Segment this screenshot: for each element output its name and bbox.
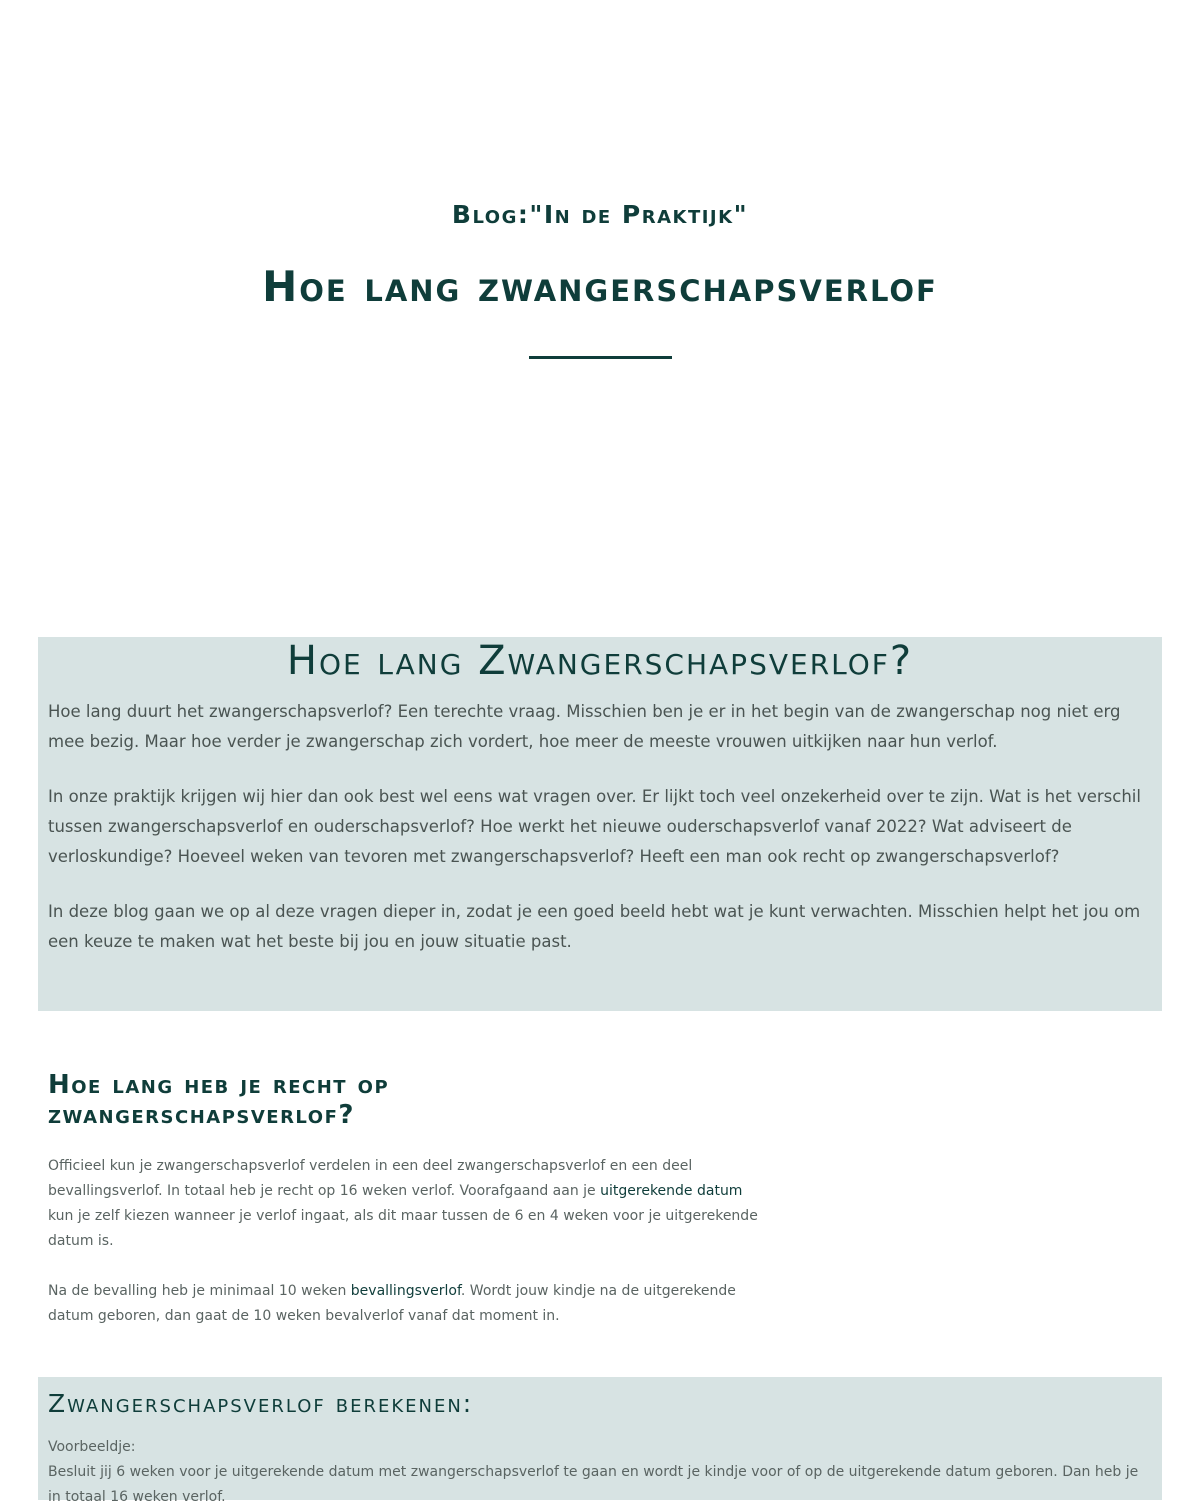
- maternity-leave-link[interactable]: bevallingsverlof: [350, 1283, 461, 1299]
- rights-heading: Hoe lang heb je recht op zwangerschapsverlof?: [48, 1070, 390, 1130]
- title-divider: [529, 356, 672, 359]
- rights-text-1a: Officieel kun je zwangerschapsverlof verdelen in een deel zwangerschapsverlof en een deel bevallingsverlof. In totaal heb je recht op 16 weken verlof. Voorafgaand aan je: [48, 1158, 693, 1199]
- intro-paragraph-1: Hoe lang duurt het zwangerschapsverlof? Een terechte vraag. Misschien ben je er in het begin van de zwangerschap nog niet erg mee bezig. Maar hoe verder je zwangerschap zich vordert, hoe meer de meeste vrouwen uitkijken naar hun verlof.: [48, 702, 1121, 751]
- calculate-heading: Zwangerschapsverlof berekenen:: [48, 1389, 474, 1418]
- rights-paragraph-1: [48, 1154, 768, 1254]
- intro-heading: Hoe lang Zwangerschapsverlof?: [286, 638, 914, 684]
- rights-text-1b: kun je zelf kiezen wanneer je verlof ingaat, als dit maar tussen de 6 en 4 weken voor je uitgerekende datum is.: [48, 1208, 758, 1249]
- example-text: Besluit jij 6 weken voor je uitgerekende datum met zwangerschapsverlof te gaan en wordt je kindje voor of op de uitgerekende datum geboren. Dan heb je in totaal 16 weken verlof.: [48, 1464, 1139, 1505]
- rights-paragraph-2: [48, 1279, 768, 1329]
- rights-text-2a: Na de bevalling heb je minimaal 10 weken: [48, 1283, 351, 1299]
- due-date-link[interactable]: uitgerekende datum: [600, 1183, 743, 1199]
- intro-panel: [38, 637, 1162, 1011]
- rights-text-2b: . Wordt jouw kindje na de uitgerekende datum geboren, dan gaat de 10 weken bevalverlof vanaf dat moment in.: [48, 1283, 736, 1324]
- blog-kicker: Blog:"In de Praktijk": [451, 200, 749, 229]
- intro-paragraph-2: In onze praktijk krijgen wij hier dan ook best wel eens wat vragen over. Er lijkt toch veel onzekerheid over te zijn. Wat is het verschil tussen zwangerschapsverlof en ouderschapsverlof? Hoe werkt het nieuwe ouderschapsverlof vanaf 2022? Wat adviseert de verloskundige? Hoeveel weken van tevoren met zwangerschapsverlof? Heeft een man ook recht op zwangerschapsverlof?: [48, 787, 1141, 866]
- calculate-panel: [38, 1377, 1162, 1505]
- intro-paragraph-3: In deze blog gaan we op al deze vragen dieper in, zodat je een goed beeld hebt wat je kunt verwachten. Misschien helpt het jou om een keuze te maken wat het beste bij jou en jouw situatie past.: [48, 902, 1141, 951]
- example-label: Voorbeeldje:: [48, 1439, 136, 1455]
- page-title: Hoe lang zwangerschapsverlof: [262, 262, 938, 311]
- rights-section: [48, 1070, 768, 1354]
